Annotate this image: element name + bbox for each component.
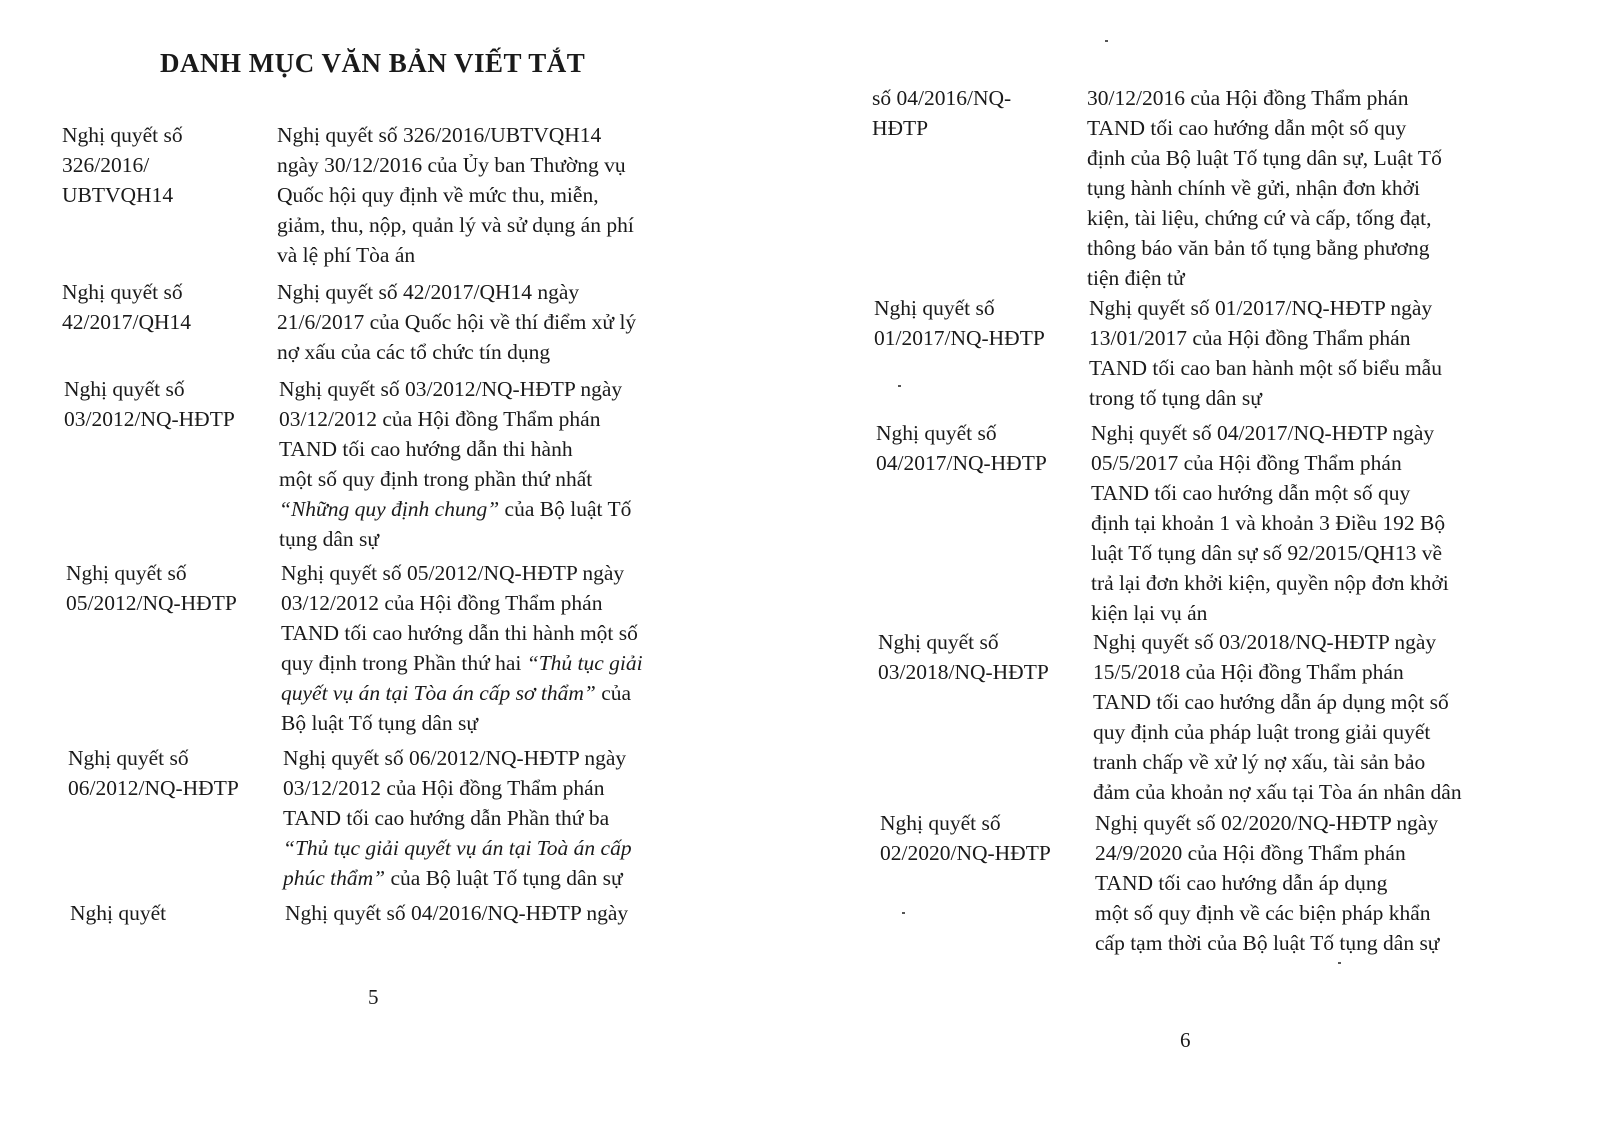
entry-term: Nghị quyết số 02/2020/NQ-HĐTP [880,811,1051,865]
scan-speck [1105,40,1108,42]
entry-term: Nghị quyết số 03/2018/NQ-HĐTP [878,630,1049,684]
scan-speck [902,912,905,914]
entry-term: Nghị quyết số 42/2017/QH14 [62,280,191,334]
entry-definition: Nghị quyết số 01/2017/NQ-HĐTP ngày 13/01/2017 của Hội đồng Thẩm phán TAND tối cao ban hành một số biểu mẫu trong tố tụng dân sự [1089,296,1442,410]
entry-term: Nghị quyết số 05/2012/NQ-HĐTP [66,561,237,615]
entry-term: số 04/2016/NQ- HĐTP [872,86,1012,140]
entry-term: Nghị quyết [70,901,167,925]
entry-term: Nghị quyết số 06/2012/NQ-HĐTP [68,746,239,800]
entry-definition: Nghị quyết số 06/2012/NQ-HĐTP ngày 03/12/2012 của Hội đồng Thẩm phán TAND tối cao hướng dẫn Phần thứ ba “Thủ tục giải quyết vụ án tại Toà án cấp phúc thẩm” của Bộ luật Tố tụng dân sự [283,746,632,890]
scan-speck [1338,962,1341,964]
entry-definition: Nghị quyết số 05/2012/NQ-HĐTP ngày 03/12/2012 của Hội đồng Thẩm phán TAND tối cao hướng dẫn thi hành một số quy định trong Phần thứ hai “Thủ tục giải quyết vụ án tại Tòa án cấp sơ thẩm” của Bộ luật Tố tụng dân sự [281,561,643,735]
right-page [800,0,1600,1140]
scan-speck [898,385,901,387]
entry-definition: Nghị quyết số 42/2017/QH14 ngày 21/6/2017 của Quốc hội về thí điểm xử lý nợ xấu của các tổ chức tín dụng [277,280,637,364]
entry-definition: Nghị quyết số 03/2012/NQ-HĐTP ngày 03/12/2012 của Hội đồng Thẩm phán TAND tối cao hướng dẫn thi hành một số quy định trong phần thứ nhất “Những quy định chung” của Bộ luật Tố tụng dân sự [279,377,632,551]
page-title: DANH MỤC VĂN BẢN VIẾT TẮT [160,48,586,78]
page-number: 5 [368,985,379,1009]
entry-term: Nghị quyết số 01/2017/NQ-HĐTP [874,296,1045,350]
entry-term: Nghị quyết số 326/2016/ UBTVQH14 [62,123,183,207]
page-number: 6 [1180,1028,1191,1052]
entry-term: Nghị quyết số 03/2012/NQ-HĐTP [64,377,235,431]
left-page [0,0,790,1140]
entry-definition: Nghị quyết số 04/2017/NQ-HĐTP ngày 05/5/2017 của Hội đồng Thẩm phán TAND tối cao hướng dẫn một số quy định tại khoản 1 và khoản 3 Điều 192 Bộ luật Tố tụng dân sự số 92/2015/QH13 về trả lại đơn khởi kiện, quyền nộp đơn khởi kiện lại vụ án [1091,421,1449,625]
entry-definition: 30/12/2016 của Hội đồng Thẩm phán TAND tối cao hướng dẫn một số quy định của Bộ luật Tố tụng dân sự, Luật Tố tụng hành chính về gửi, nhận đơn khởi kiện, tài liệu, chứng cứ và cấp, tống đạt, thông báo văn bản tố tụng bằng phương tiện điện tử [1087,86,1442,290]
entry-definition: Nghị quyết số 03/2018/NQ-HĐTP ngày 15/5/2018 của Hội đồng Thẩm phán TAND tối cao hướng dẫn áp dụng một số quy định của pháp luật trong giải quyết tranh chấp về xử lý nợ xấu, tài sản bảo đảm của khoản nợ xấu tại Tòa án nhân dân [1093,630,1462,804]
entry-definition: Nghị quyết số 326/2016/UBTVQH14 ngày 30/12/2016 của Ủy ban Thường vụ Quốc hội quy định về mức thu, miễn, giảm, thu, nộp, quản lý và sử dụng án phí và lệ phí Tòa án [277,123,634,267]
entry-term: Nghị quyết số 04/2017/NQ-HĐTP [876,421,1047,475]
entry-definition: Nghị quyết số 02/2020/NQ-HĐTP ngày 24/9/2020 của Hội đồng Thẩm phán TAND tối cao hướng dẫn áp dụng một số quy định về các biện pháp khẩn cấp tạm thời của Bộ luật Tố tụng dân sự [1095,811,1440,955]
entry-definition: Nghị quyết số 04/2016/NQ-HĐTP ngày [285,901,629,925]
